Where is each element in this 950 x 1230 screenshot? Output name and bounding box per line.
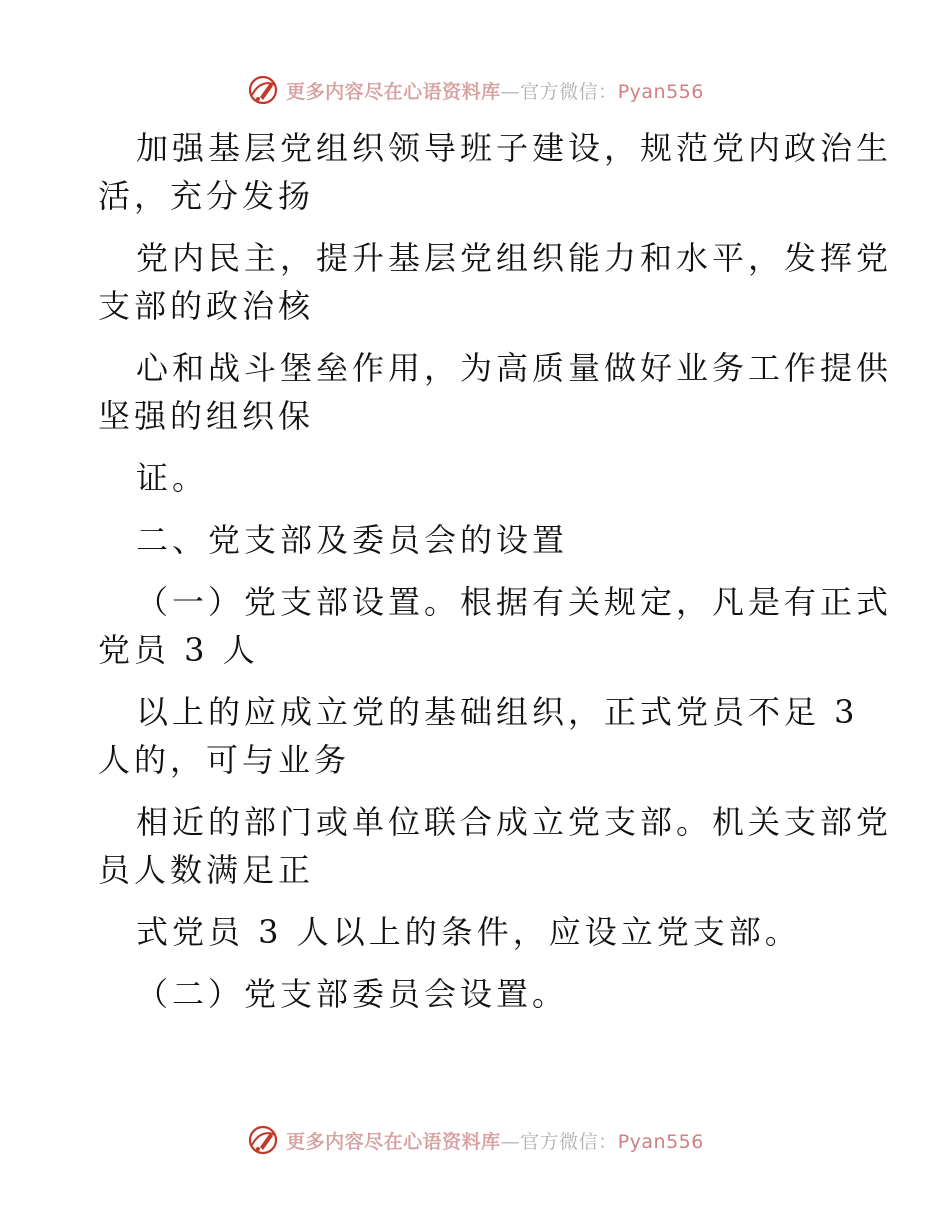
watermark-id: Pyan556 [617, 1130, 704, 1153]
watermark-main: 更多内容尽在心语资料库 [286, 80, 501, 103]
paragraph-line: 加强基层党组织领导班子建设，规范党内政治生 [136, 129, 893, 167]
watermark-text [286, 1127, 704, 1154]
section-heading [98, 516, 858, 564]
paragraph [98, 578, 893, 674]
paragraph-line: 党员 3 人 [98, 631, 259, 669]
watermark-label: 官方微信： [520, 1130, 618, 1153]
watermark-main: 更多内容尽在心语资料库 [286, 1130, 501, 1153]
paragraph-line: 员人数满足正 [98, 851, 315, 889]
pen-swirl-logo-icon [246, 73, 280, 107]
paragraph [98, 908, 858, 956]
header-watermark [0, 70, 950, 110]
paragraph-line: 式党员 3 人以上的条件，应设立党支部。 [136, 913, 801, 951]
watermark-separator: — [500, 80, 521, 103]
paragraph [98, 124, 893, 220]
paragraph [98, 344, 893, 440]
paragraph-line: 心和战斗堡垒作用，为高质量做好业务工作提供 [136, 349, 893, 387]
paragraph-line: 相近的部门或单位联合成立党支部。机关支部党 [136, 803, 893, 841]
paragraph-line: 人的，可与业务 [98, 741, 351, 779]
paragraph [98, 688, 858, 784]
paragraph-line: （一）党支部设置。根据有关规定，凡是有正式 [136, 583, 893, 621]
paragraph-line: 党内民主，提升基层党组织能力和水平，发挥党 [136, 239, 893, 277]
paragraph [98, 454, 858, 502]
heading-line: （二）党支部委员会设置。 [136, 975, 569, 1013]
paragraph-line: 证。 [136, 459, 209, 497]
paragraph-line: 以上的应成立党的基础组织，正式党员不足 3 [136, 693, 859, 731]
watermark-label: 官方微信： [520, 80, 618, 103]
document-body [98, 124, 893, 1018]
watermark-id: Pyan556 [617, 80, 704, 103]
watermark-text [286, 77, 704, 104]
footer-watermark [0, 1120, 950, 1160]
watermark-separator: — [500, 1130, 521, 1153]
paragraph-line: 支部的政治核 [98, 287, 315, 325]
heading-line: 二、党支部及委员会的设置 [136, 521, 569, 559]
section-heading [98, 970, 858, 1018]
paragraph [98, 234, 893, 330]
paragraph [98, 798, 893, 894]
pen-swirl-logo-icon [246, 1123, 280, 1157]
paragraph-line: 坚强的组织保 [98, 397, 315, 435]
paragraph-line: 活，充分发扬 [98, 177, 315, 215]
